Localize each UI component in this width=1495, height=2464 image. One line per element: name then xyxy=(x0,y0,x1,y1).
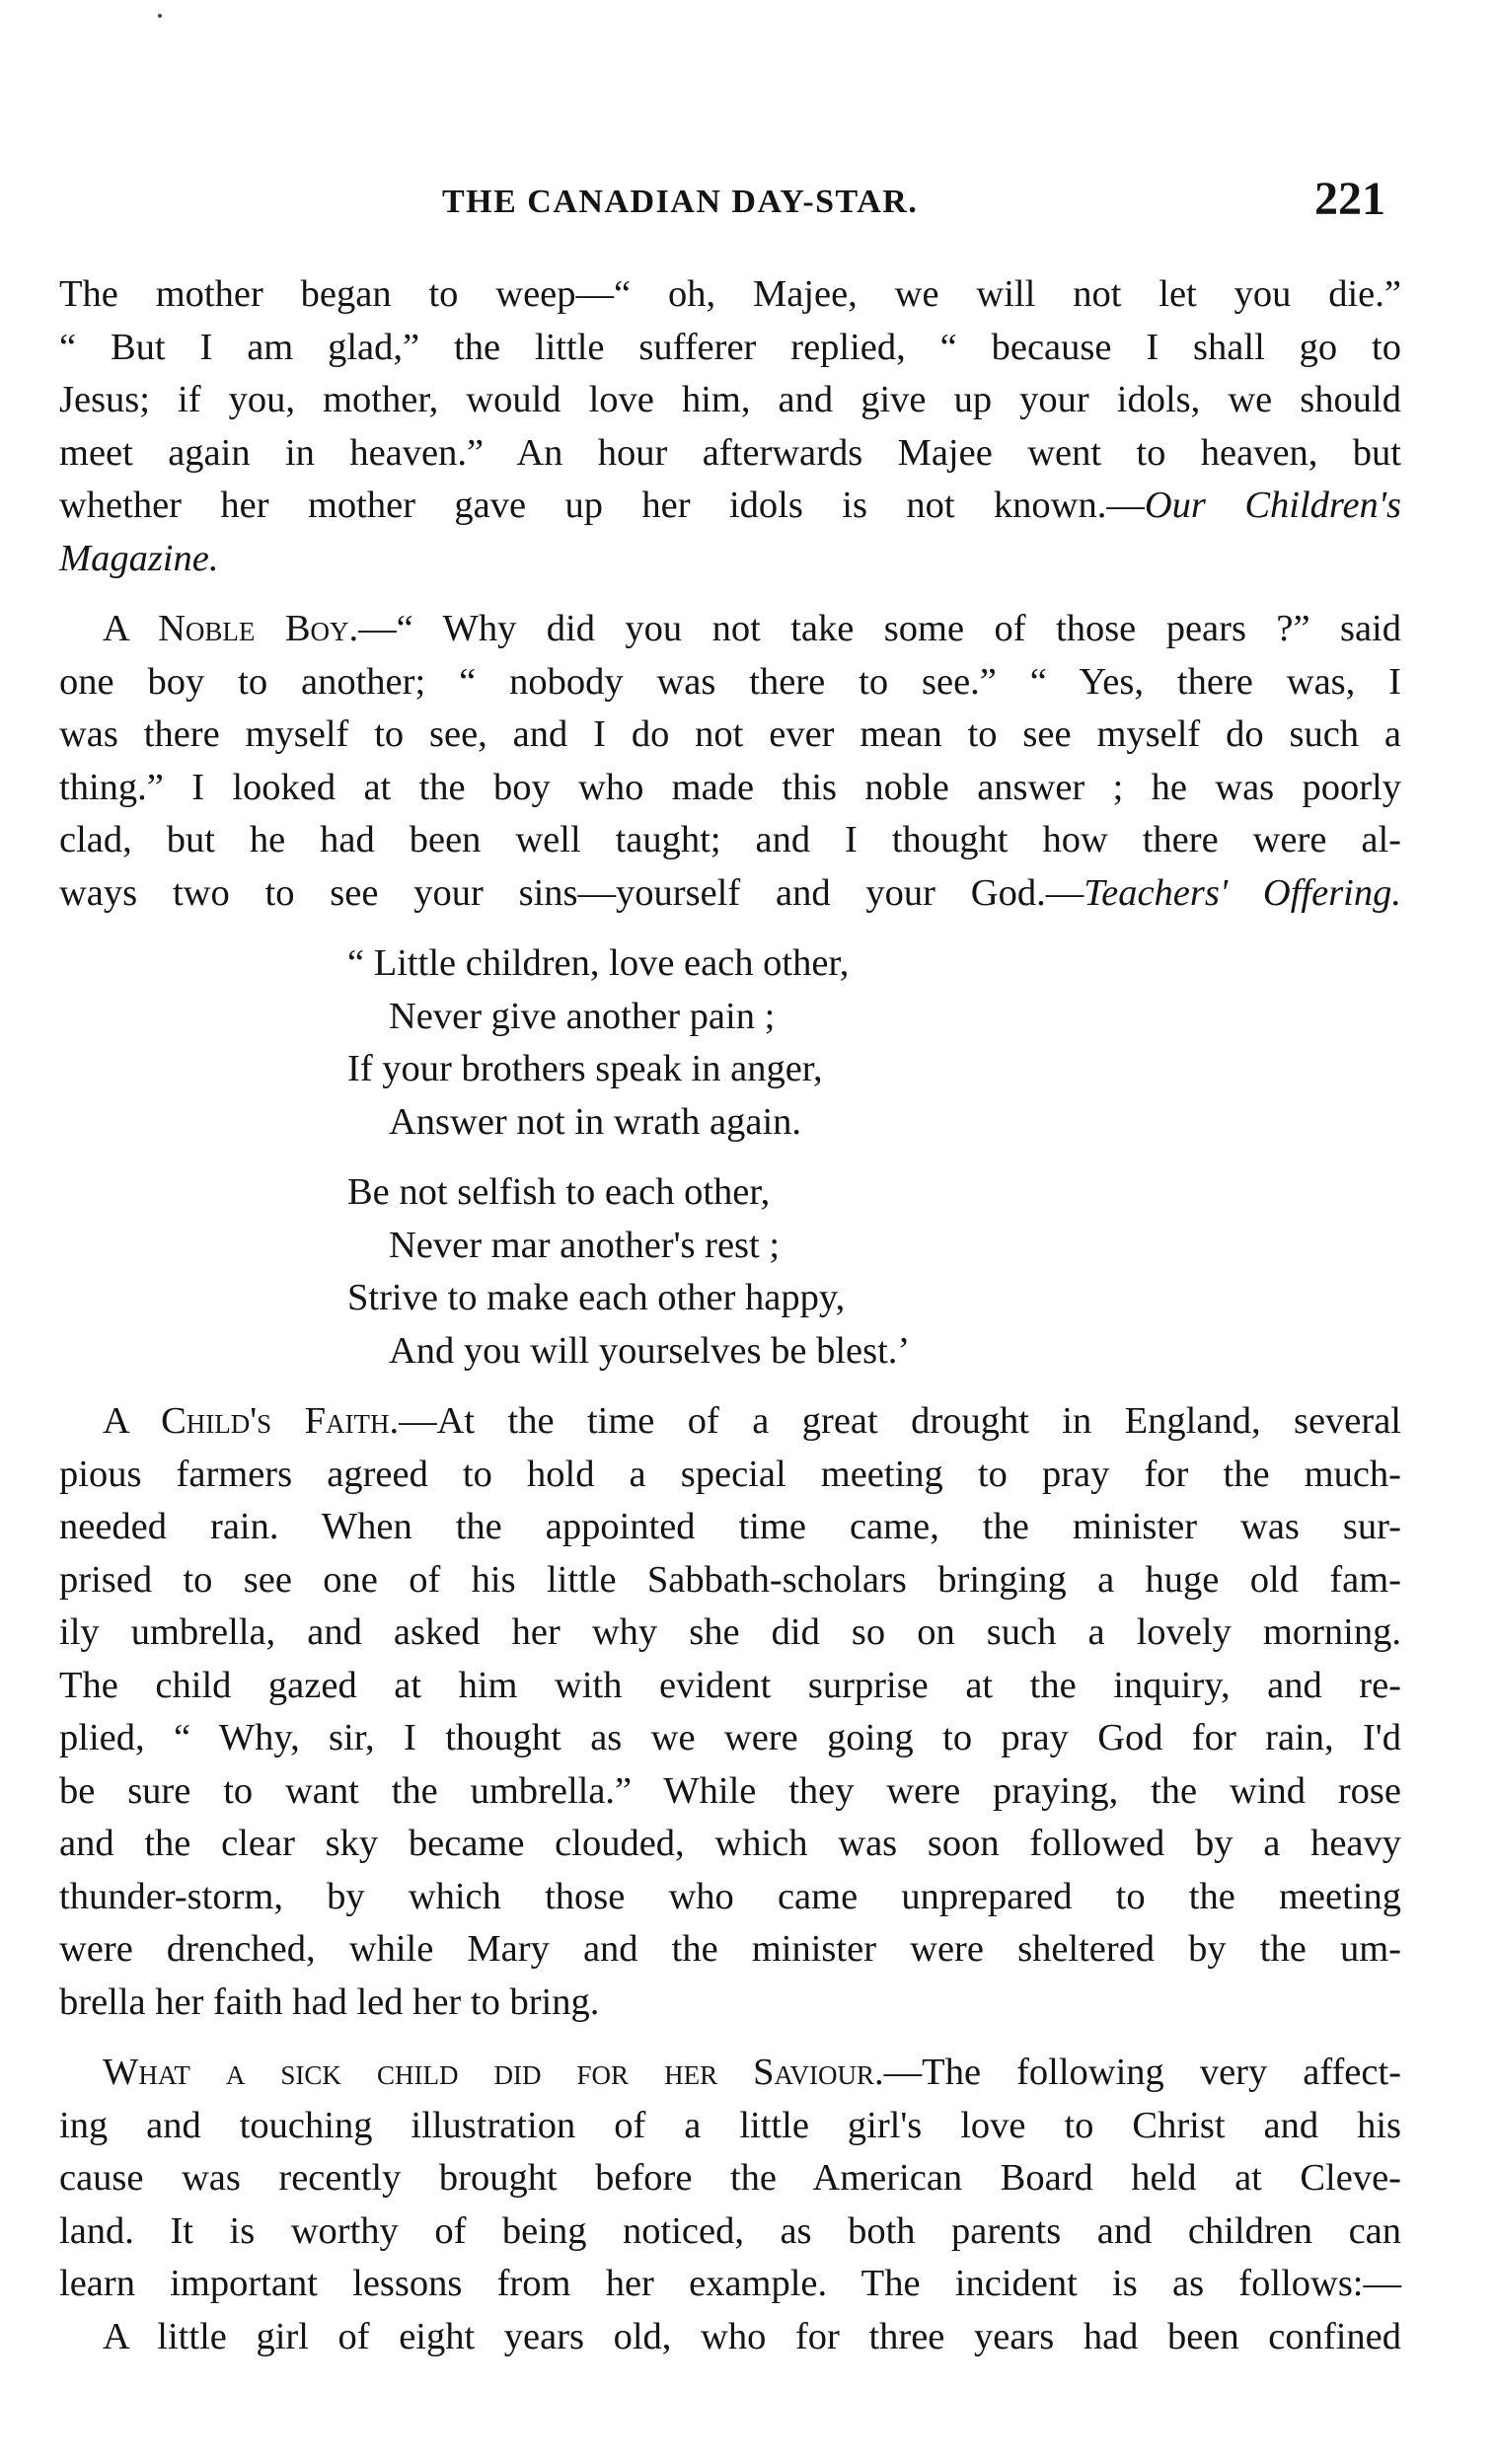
text-line: pious farmers agreed to hold a special meeting to pray for the much- xyxy=(59,1453,1401,1495)
text-line: ing and touching illustration of a little girl's love to Christ and his xyxy=(59,2104,1401,2146)
text-line: Jesus; if you, mother, would love him, and give up your idols, we should xyxy=(59,379,1401,420)
text-line: brella her faith had led her to bring. xyxy=(59,1980,600,2023)
paragraph-childs-faith xyxy=(59,1395,1401,2029)
text-column xyxy=(59,268,1401,2363)
text-line: clad, but he had been well taught; and I thought how there were al- xyxy=(59,819,1401,860)
text-run: —The following very affect- xyxy=(883,2052,1401,2093)
text-line: and the clear sky became clouded, which was soon followed by a heavy xyxy=(59,1823,1401,1864)
page-number: 221 xyxy=(1314,173,1385,225)
text-line: land. It is worthy of being noticed, as both parents and children can xyxy=(59,2209,1401,2252)
text-line xyxy=(59,603,1401,656)
running-title: THE CANADIAN DAY-STAR. xyxy=(442,184,919,220)
poem xyxy=(59,937,1401,1378)
paragraph-majee xyxy=(59,268,1401,585)
poem-line: Strive to make each other happy, xyxy=(347,1277,846,1318)
text-run: whether her mother gave up her idols is not known.— xyxy=(59,485,1145,526)
text-line: prised to see one of his little Sabbath-scholars bringing a huge old fam- xyxy=(59,1558,1401,1601)
poem-line: Be not selfish to each other, xyxy=(347,1171,771,1213)
text-line: The child gazed at him with evident surprise at the inquiry, and re- xyxy=(59,1664,1401,1706)
text-line: plied, “ Why, sir, I thought as we were going to pray God for rain, I'd xyxy=(59,1717,1401,1758)
text-line xyxy=(59,2047,1401,2100)
text-line: learn important lessons from her example. The incident is as follows:— xyxy=(59,2263,1401,2304)
text-run: —At the time of a great drought in England, several xyxy=(399,1400,1401,1442)
poem-line: Answer not in wrath again. xyxy=(389,1100,802,1143)
poem-line: Never mar another's rest ; xyxy=(389,1224,781,1266)
text-run: —“ Why did you not take some of those pears ?” said xyxy=(358,608,1401,649)
poem-line: If your brothers speak in anger, xyxy=(347,1048,823,1089)
text-line: thunder-storm, by which those who came unprepared to the meeting xyxy=(59,1875,1401,1917)
section-heading: A Child's Faith. xyxy=(103,1400,400,1442)
text-line xyxy=(59,533,1401,586)
text-line: was there myself to see, and I do not ever mean to see myself do such a xyxy=(59,713,1401,755)
text-line: one boy to another; “ nobody was there to see.” “ Yes, there was, I xyxy=(59,660,1401,703)
poem-stanza xyxy=(347,1166,1401,1378)
text-line: ily umbrella, and asked her why she did so on such a lovely morning. xyxy=(59,1611,1401,1653)
poem-line: Never give another pain ; xyxy=(389,995,776,1037)
text-line: The mother began to weep—“ oh, Majee, we will not let you die.” xyxy=(59,273,1401,315)
paragraph-sick-child xyxy=(59,2047,1401,2363)
poem-line: “ Little children, love each other, xyxy=(347,942,850,984)
text-line: be sure to want the umbrella.” While they were praying, the wind rose xyxy=(59,1769,1401,1812)
source-citation: Our Children's xyxy=(1144,485,1401,526)
text-line: cause was recently brought before the American Board held at Cleve- xyxy=(59,2157,1401,2199)
text-run: ways two to see your sins—yourself and your God.— xyxy=(59,871,1084,914)
text-line xyxy=(59,480,1401,533)
text-line: thing.” I looked at the boy who made this noble answer ; he was poorly xyxy=(59,766,1401,808)
text-line: “ But I am glad,” the little sufferer replied, “ because I shall go to xyxy=(59,326,1401,368)
poem-line: And you will yourselves be blest.’ xyxy=(389,1329,911,1372)
text-line: meet again in heaven.” An hour afterwards Majee went to heaven, but xyxy=(59,431,1401,474)
text-line: A little girl of eight years old, who for three years had been confined xyxy=(103,2315,1401,2357)
page-header xyxy=(59,166,1391,225)
source-citation: Magazine. xyxy=(59,537,219,579)
print-speck xyxy=(158,14,162,18)
section-heading: A Noble Boy. xyxy=(103,608,359,649)
text-line xyxy=(59,1395,1401,1449)
text-line xyxy=(59,867,1401,921)
section-heading: What a sick child did for her Saviour. xyxy=(103,2052,884,2093)
text-line: needed rain. When the appointed time came, the minister was sur- xyxy=(59,1506,1401,1547)
text-line: were drenched, while Mary and the minister were sheltered by the um- xyxy=(59,1928,1401,1970)
paragraph-noble-boy xyxy=(59,603,1401,920)
source-citation: Teachers' Offering. xyxy=(1084,871,1401,914)
poem-stanza xyxy=(347,937,1401,1149)
